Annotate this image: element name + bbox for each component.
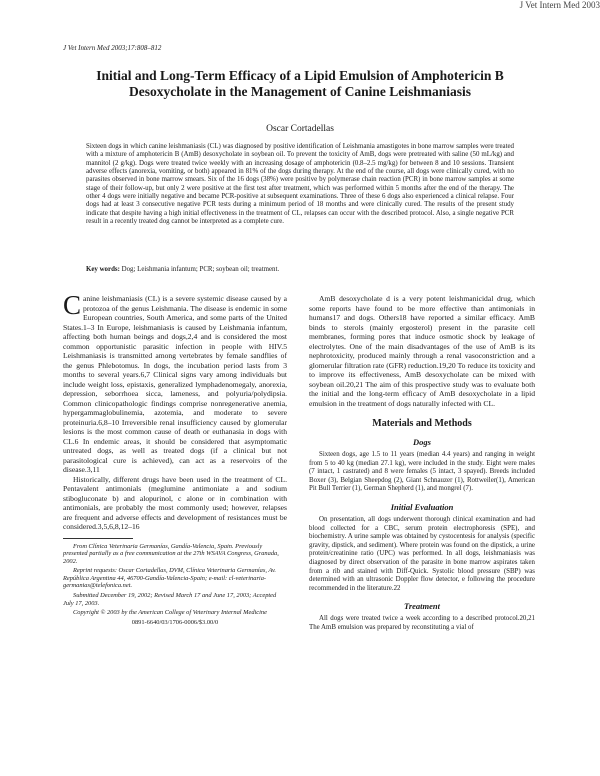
- footnote-affiliation: From Clínica Veterinaria Germanías, Gandía-Valencia, Spain. Previously presented partially as a free communication at the 27th WSAVA Congress, Granada, 2002.: [63, 542, 279, 565]
- footnote-submission-dates: Submitted December 19, 2002; Revised March 17 and June 17, 2003; Accepted July 17, 2003.: [63, 592, 277, 607]
- subsection-heading-initial-evaluation: Initial Evaluation: [390, 501, 454, 512]
- footnote-reprint-requests: Reprint requests: Oscar Cortadellas, DVM, Clínica Veterinaria Germanías, Av. República Argentina 44, 46700-Gandía-Valencia-Spain; e-mail: cl-veterinaria-germanias@telefonica.net.: [63, 567, 276, 590]
- section-heading-methods: Materials and Methods: [372, 418, 472, 429]
- initial-evaluation-paragraph: On presentation, all dogs underwent thorough clinical examination and had blood collected for a CBC, serum protein electrophoresis (SPE), and biochemistry. A urine sample was obtained by cystocentesis for analysis (specific gravity, dipstick, and sediment). Where protein was found on the dipstick, a urine protein/creatinine ratio (UPC) was performed. In all dogs, leishmaniasis was diagnosed by direct observation of the parasite in bone marrow aspirates taken from a rib and stained with Diff-Quick. Systolic blood pressure (SBP) was determined with an ultrasonic Doppler flow detector, e following the procedure recommended in the literature.22: [309, 515, 535, 592]
- right-column: [309, 294, 535, 633]
- left-column: [63, 290, 287, 628]
- intro-paragraph-3: AmB desoxycholate d is a very potent leishmanicidal drug, which some reports have found to be more effective than antimonials in humans17 and dogs. Others18 have reported a similar efficacy. AmB binds to sterols (mainly ergosterol) present in the parasite cell membranes, forming pores that induce osmotic shock by leakage of electrolytes. One of the main disadvantages of the use of AmB is its nephrotoxicity, produced mainly through a renal vasoconstriction and a glomerular filtration rate (GFR) reduction.19,20 To reduce its toxicity and to improve its effectiveness, AmB desoxycholate can be mixed with soybean oil.20,21 The aim of this prospective study was to evaluate both the initial and the long-term efficacy of AmB desoxycholate in a lipid emulsion in the treatment of dogs naturally infected with CL.: [309, 294, 535, 408]
- abstract: Sixteen dogs in which canine leishmaniasis (CL) was diagnosed by positive identification of Leishmania amastigotes in bone marrow samples were treated with a mixture of amphotericin B (AmB) desoxycholate in soybean oil. To prevent the toxicity of AmB, dogs were pretreated with saline (50 mL/kg) and mannitol (2 g/kg). Dogs were treated twice weekly with an increasing dosage of amphotericin (0.8–2.5 mg/kg) for between 8 and 10 sessions. Transient adverse effects (anorexia, vomiting, or both) appeared in 81% of the dogs during therapy. At the end of the course, all dogs were clinically cured, with no parasites observed in bone marrow smears. Six of the 16 dogs (38%) were positive by polymerase chain reaction (PCR) in bone marrow samples at some stage of their follow-up, but only 2 were positive at the first test after treatment, which was performed within 5 months after the end of the therapy. The other 4 dogs were initially negative and became PCR-positive at subsequent examinations. Three of these 6 dogs also experienced a clinical relapse. Four dogs had at least 3 consecutive negative PCR tests during a minimum period of 18 months and were clinically cured. The results of the present study indicate that despite having a high initial effectiveness in the treatment of CL, relapses can occur with the described protocol. Also, a single negative PCR result in a recently treated dog cannot be interpreted as a complete cure.: [86, 143, 514, 226]
- article-author: Oscar Cortadellas: [266, 124, 334, 134]
- subsection-heading-treatment: Treatment: [403, 601, 441, 612]
- page-corner-mark: J Vet Intern Med 2003: [519, 0, 600, 10]
- intro-paragraph-1-text: anine leishmaniasis (CL) is a severe systemic disease caused by a protozoa of the genus Leishmania. The disease is endemic in some European countries, South America, and some parts of the United States.1–3 In Europe, leishmaniasis is caused by Leishmania infantum, affecting both human beings and dogs,2,4 and is considered the most common opportunistic parasitic infection in people with HIV.5 Leishmaniasis is transmitted among vertebrates by female sandflies of the genus Phlebotomus. In dogs, the incubation period lasts from 3 months to several years.6,7 Clinical signs vary among individuals but include weight loss, epistaxis, generalized lymphadenomegaly, anorexia, depression, seborrhoea sicca, lameness, and polyuria/polydipsia. Common clinicopathologic findings comprise nonregenerative anemia, hypergammaglobulinemia, azotemia, and moderate to severe proteinuria.6,8–10 Irreversible renal insufficiency caused by glomerular lesions is the most common cause of death or euthanasia in dogs with CL.6 In endemic areas, it should be considered that asymptomatic untreated dogs, as well as treated dogs (if a clinical but not parasitological cure is achieved), can act as a reservoirs of the disease.3,11: [63, 294, 287, 474]
- keywords: [86, 266, 514, 273]
- treatment-paragraph: All dogs were treated twice a week according to a described protocol.20,21 The AmB emulsion was prepared by reconstituting a vial of: [309, 615, 535, 631]
- footnote-article-code: 0891-6640/03/1706-0006/$3.00/0: [131, 618, 219, 626]
- dogs-paragraph: Sixteen dogs, age 1.5 to 11 years (median 4.4 years) and ranging in weight from 5 to 40 kg (median 27.1 kg), were included in the study. Eight were males (7 intact, 1 castrated) and 8 were females (5 intact, 3 spayed). Breeds included Boxer (3), Belgian Sheepdog (2), Giant Schnauzer (1), Rottweiler(1), American Pit Bull Terrier (1), German Shepherd (1), and mongrel (7).: [309, 451, 535, 493]
- article-title: Initial and Long-Term Efficacy of a Lipid Emulsion of Amphotericin B Desoxycholate in the Management of Canine Leishmaniasis: [96, 68, 504, 99]
- dropcap: C: [63, 290, 82, 320]
- keywords-label: Key words:: [86, 266, 120, 273]
- journal-reference: J Vet Intern Med 2003;17:808–812: [63, 44, 162, 52]
- intro-paragraph-1: [63, 290, 287, 475]
- subsection-heading-dogs: Dogs: [413, 437, 431, 447]
- footnote-divider: [63, 538, 133, 539]
- footnote-copyright: Copyright © 2003 by the American College of Veterinary Internal Medicine: [73, 609, 267, 617]
- keywords-text: Dog; Leishmania infantum; PCR; soybean oil; treatment.: [121, 266, 280, 273]
- intro-paragraph-2: Historically, different drugs have been used in the treatment of CL. Pentavalent antimonials (meglumine antimoniate a and sodium stibogluconate b) and alopurinol, c alone or in combination with antimonials, are probably the most commonly used; however, relapses are frequent and adverse effects and development of resistances must be considered.3,5,6,8,12–16: [63, 474, 287, 531]
